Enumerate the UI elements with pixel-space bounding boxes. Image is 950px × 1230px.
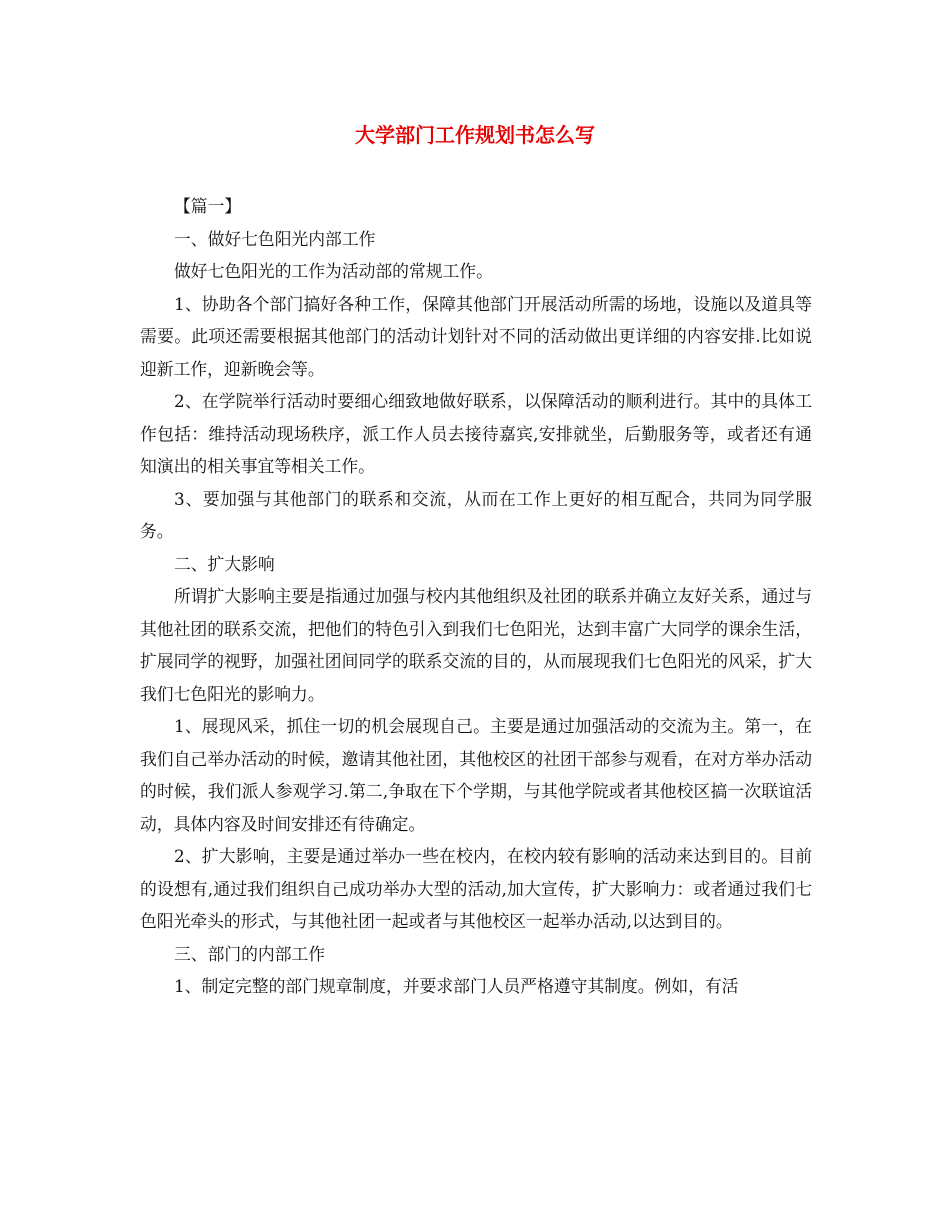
section-heading-part-one: 【篇一】 [174, 196, 242, 216]
paragraph: 1、展现风采，抓住一切的机会展现自己。主要是通过加强活动的交流为主。第一，在我们自己举办活动的时候，邀请其他社团，其他校区的社团干部参与观看，在对方举办活动的时候，我们派人参观学习.第二,争取在下个学期，与其他学院或者其他校区搞一次联谊活动，具体内容及时间安排还有待确定。 [140, 716, 812, 834]
heading-item-2: 二、扩大影响 [174, 553, 275, 574]
heading-item-3: 三、部门的内部工作 [174, 943, 326, 964]
paragraph: 1、协助各个部门搞好各种工作，保障其他部门开展活动所需的场地，设施以及道具等需要。此项还需要根据其他部门的活动计划针对不同的活动做出更详细的内容安排.比如说迎新工作，迎新晚会等。 [140, 293, 812, 379]
document-title: 大学部门工作规划书怎么写 [355, 123, 595, 147]
paragraph: 所谓扩大影响主要是指通过加强与校内其他组织及社团的联系并确立友好关系，通过与其他社团的联系交流，把他们的特色引入到我们七色阳光，达到丰富广大同学的课余生活，扩展同学的视野，加强社团间同学的联系交流的目的，从而展现我们七色阳光的风采，扩大我们七色阳光的影响力。 [140, 586, 812, 704]
paragraph: 3、要加强与其他部门的联系和交流，从而在工作上更好的相互配合，共同为同学服务。 [140, 488, 812, 541]
document-body [140, 190, 812, 1003]
heading-item-1: 一、做好七色阳光内部工作 [174, 228, 376, 249]
paragraph: 2、在学院举行活动时要细心细致地做好联系，以保障活动的顺利进行。其中的具体工作包括：维持活动现场秩序，派工作人员去接待嘉宾,安排就坐，后勤服务等，或者还有通知演出的相关事宜等相关工作。 [140, 391, 812, 476]
paragraph: 1、制定完整的部门规章制度，并要求部门人员严格遵守其制度。例如，有活 [174, 976, 739, 996]
paragraph: 2、扩大影响，主要是通过举办一些在校内，在校内较有影响的活动来达到目的。目前的设想有,通过我们组织自己成功举办大型的活动,加大宣传，扩大影响力：或者通过我们七色阳光牵头的形式，与其他社团一起或者与其他校区一起举办活动,以达到目的。 [140, 846, 812, 931]
paragraph: 做好七色阳光的工作为活动部的常规工作。 [174, 261, 493, 281]
